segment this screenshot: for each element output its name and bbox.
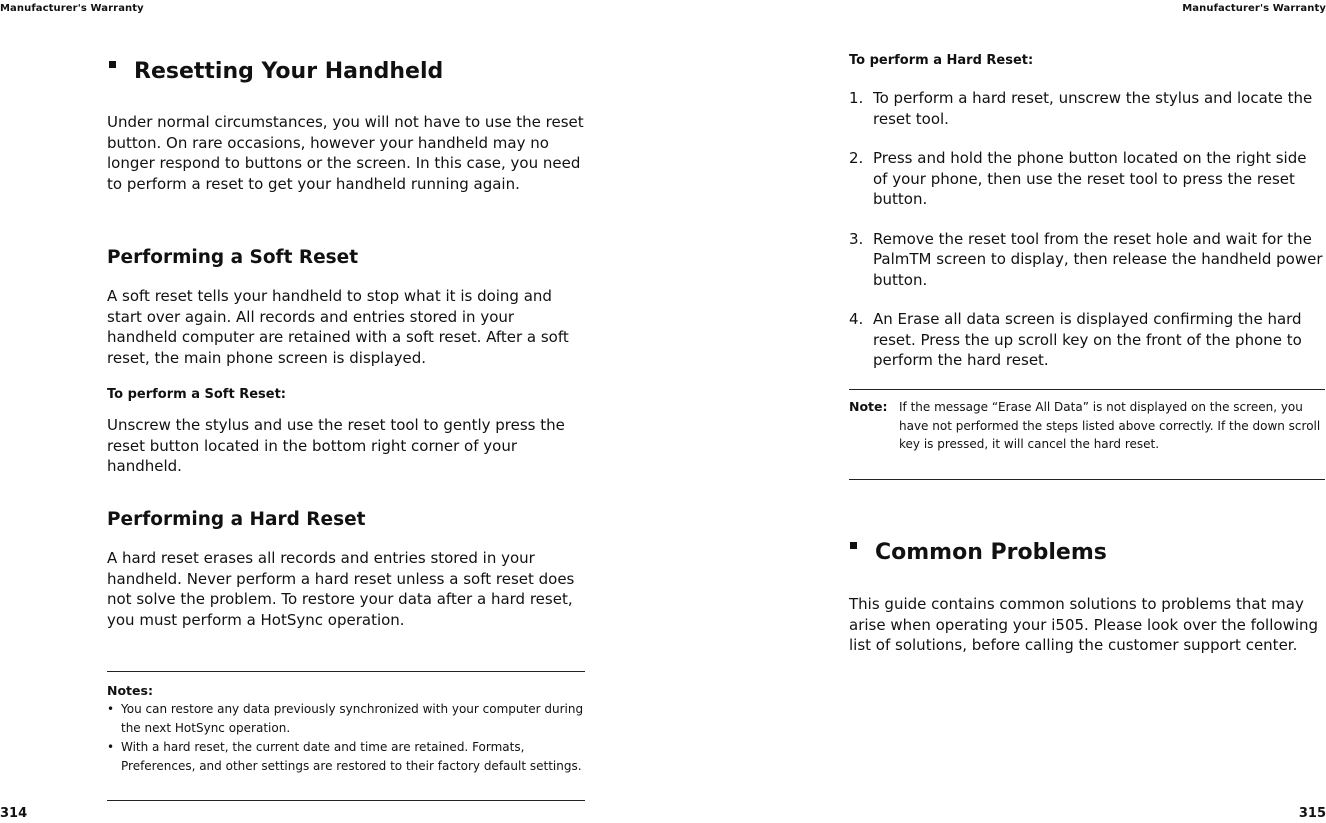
divider: [849, 389, 1325, 390]
section-title-text: Common Problems: [875, 540, 1107, 565]
hard-reset-steps: [849, 88, 1323, 390]
page-number: 315: [1298, 806, 1326, 821]
notes-box: [107, 682, 585, 776]
soft-reset-procedure-paragraph: Unscrew the stylus and use the reset tool to gently press the reset button located in the bottom right corner of your handheld.: [107, 416, 565, 475]
divider: [107, 800, 585, 801]
intro-paragraph: Under normal circumstances, you will not have to use the reset button. On rare occasions, however your handheld may no longer respond to buttons or the screen. In this case, you need to perform a reset to get your handheld running again.: [107, 113, 584, 193]
list-item: 3. Remove the reset tool from the reset hole and wait for the PalmTM screen to display, then release the handheld power button.: [849, 229, 1323, 289]
soft-reset-procedure-heading: To perform a Soft Reset:: [107, 387, 286, 402]
square-bullet-icon: [109, 61, 116, 68]
list-item: 1. To perform a hard reset, unscrew the stylus and locate the reset tool.: [849, 89, 1313, 128]
section-title-text: Resetting Your Handheld: [134, 59, 444, 84]
section-title: [109, 58, 443, 86]
page-number: 314: [0, 806, 28, 821]
divider: [107, 671, 585, 672]
list-item: 2. Press and hold the phone button located on the right side of your phone, then use the reset tool to press the reset button.: [849, 149, 1307, 208]
notes-label: Notes:: [107, 683, 153, 698]
right-page: [663, 0, 1326, 823]
hard-reset-paragraph: A hard reset erases all records and entries stored in your handheld. Never perform a hard reset unless a soft reset does not solve the problem. To restore your data after a hard reset, you must perform a HotSync operation.: [107, 549, 575, 629]
note-label: Note:: [849, 399, 888, 414]
note-box: [849, 398, 1325, 454]
hard-reset-heading: Performing a Hard Reset: [107, 509, 366, 530]
notes-list: [107, 700, 585, 776]
list-item: • You can restore any data previously synchronized with your computer during the next HotSync operation.: [107, 702, 584, 735]
note-text: If the message “Erase All Data” is not displayed on the screen, you have not performed the steps listed above correctly. If the down scroll key is pressed, it will cancel the hard reset.: [899, 400, 1321, 451]
running-head: Manufacturer's Warranty: [1182, 3, 1326, 14]
divider: [849, 479, 1325, 480]
running-head: Manufacturer's Warranty: [0, 3, 144, 14]
common-problems-paragraph: This guide contains common solutions to problems that may arise when operating your i505. Please look over the following list of solutions, before calling the customer support center.: [849, 595, 1319, 654]
hard-reset-procedure-heading: To perform a Hard Reset:: [849, 53, 1034, 68]
square-bullet-icon: [850, 542, 857, 549]
list-item: 4. An Erase all data screen is displayed confirming the hard reset. Press the up scroll key on the front of the phone to perform the hard reset.: [849, 310, 1302, 369]
soft-reset-heading: Performing a Soft Reset: [107, 247, 359, 268]
bullet-icon: •: [107, 740, 115, 754]
list-item: • With a hard reset, the current date and time are retained. Formats, Preferences, and other settings are restored to their factory default settings.: [107, 740, 582, 773]
section-title: [850, 539, 1107, 567]
bullet-icon: •: [107, 702, 115, 716]
soft-reset-paragraph: A soft reset tells your handheld to stop what it is doing and start over again. All records and entries stored in your handheld computer are retained with a soft reset. After a soft reset, the main phone screen is displayed.: [107, 287, 569, 367]
